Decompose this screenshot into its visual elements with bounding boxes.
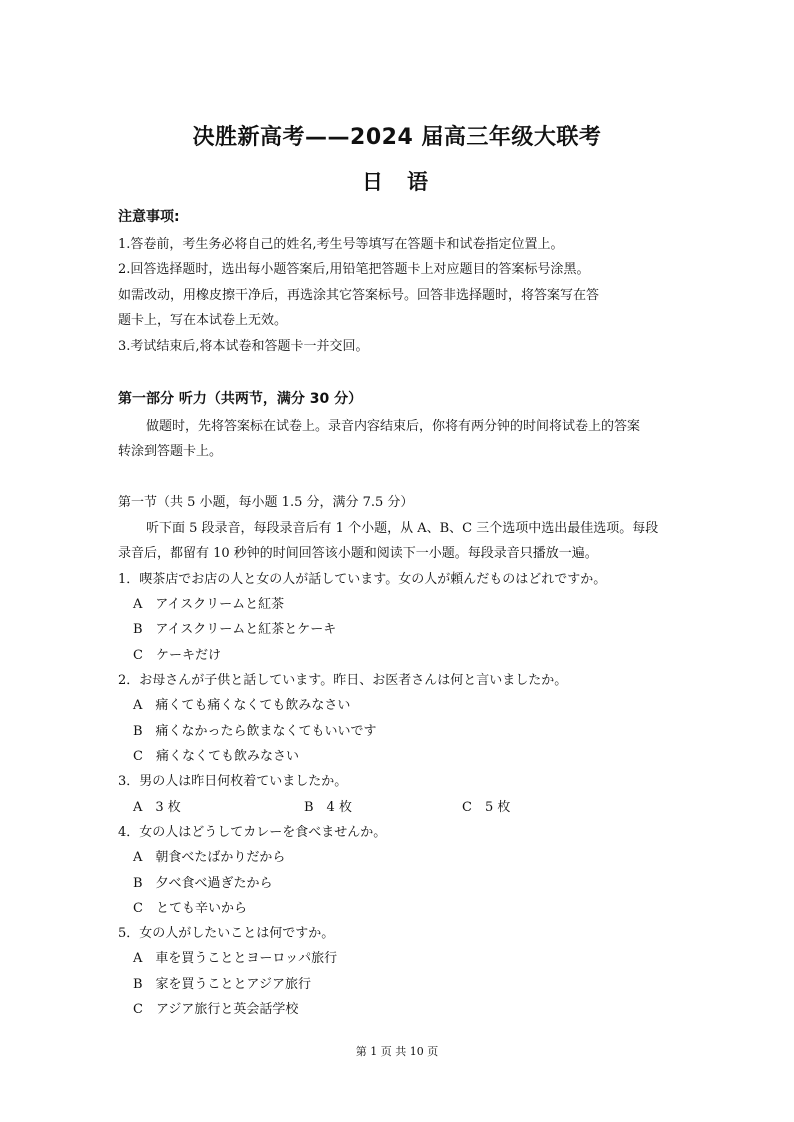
question-stem: 2．お母さんが子供と話しています。昨日、お医者さんは何と言いましたか。 [118, 673, 568, 688]
question-stem: 5．女の人がしたいことは何ですか。 [118, 926, 335, 941]
option-b: B 痛くなかったら飲まなくてもいいです [133, 724, 377, 739]
part1-intro-line: 做题时，先将答案标在试卷上。录音内容结束后，你将有两分钟的时间将试卷上的答案 [146, 419, 641, 434]
notice-line: 2.回答选择题时，选出每小题答案后,用铅笔把答题卡上对应题目的答案标号涂黑。 [118, 262, 590, 277]
page-footer: 第 1 页 共 10 页 [355, 1045, 439, 1058]
section1-heading: 第一节（共 5 小题，每小题 1.5 分，满分 7.5 分） [118, 495, 414, 510]
subject-title: 日语 [362, 170, 452, 194]
part1-heading: 第一部分 听力（共两节，满分 30 分） [118, 391, 363, 407]
question-stem: 4．女の人はどうしてカレーを食べませんか。 [118, 825, 387, 840]
question-stem: 3．男の人は昨日何枚着ていましたか。 [118, 774, 348, 789]
option-c: C アジア旅行と英会話学校 [133, 1002, 299, 1017]
option-a: A 3 枚 [133, 800, 181, 815]
section1-intro-line: 录音后，都留有 10 秒钟的时间回答该小题和阅读下一小题。每段录音只播放一遍。 [118, 546, 598, 561]
notice-line: 题卡上，写在本试卷上无效。 [118, 313, 288, 328]
section1-intro-line: 听下面 5 段录音，每段录音后有 1 个小题，从 A、B、C 三个选项中选出最佳选项。每段 [146, 521, 659, 536]
question-stem: 1．喫茶店でお店の人と女の人が話しています。女の人が頼んだものはどれですか。 [118, 572, 607, 587]
exam-title: 决胜新高考——2024 届高三年级大联考 [192, 125, 602, 150]
notice-line: 如需改动，用橡皮擦干净后，再选涂其它答案标号。回答非选择题时，将答案写在答 [118, 288, 600, 303]
option-b: B アイスクリームと紅茶とケーキ [133, 622, 337, 637]
option-c: C とても辛いから [133, 901, 247, 916]
option-c: C 痛くなくても飲みなさい [133, 749, 299, 764]
option-c: C 5 枚 [462, 800, 511, 815]
option-b: B 家を買うこととアジア旅行 [133, 977, 312, 992]
option-c: C ケーキだけ [133, 648, 221, 663]
option-a: A アイスクリームと紅茶 [133, 597, 285, 612]
part1-intro-line: 转涂到答题卡上。 [118, 444, 223, 459]
notice-heading: 注意事项: [118, 209, 180, 225]
option-a: A 車を買うこととヨーロッパ旅行 [133, 951, 338, 966]
option-a: A 朝食べたばかりだから [133, 850, 286, 865]
notice-line: 1.答卷前，考生务必将自己的姓名,考生号等填写在答题卡和试卷指定位置上。 [118, 237, 564, 252]
notice-line: 3.考试结束后,将本试卷和答题卡一并交回。 [118, 339, 369, 354]
option-b: B 4 枚 [304, 800, 352, 815]
option-b: B 夕べ食べ過ぎたから [133, 876, 273, 891]
option-a: A 痛くても痛くなくても飲みなさい [133, 698, 351, 713]
